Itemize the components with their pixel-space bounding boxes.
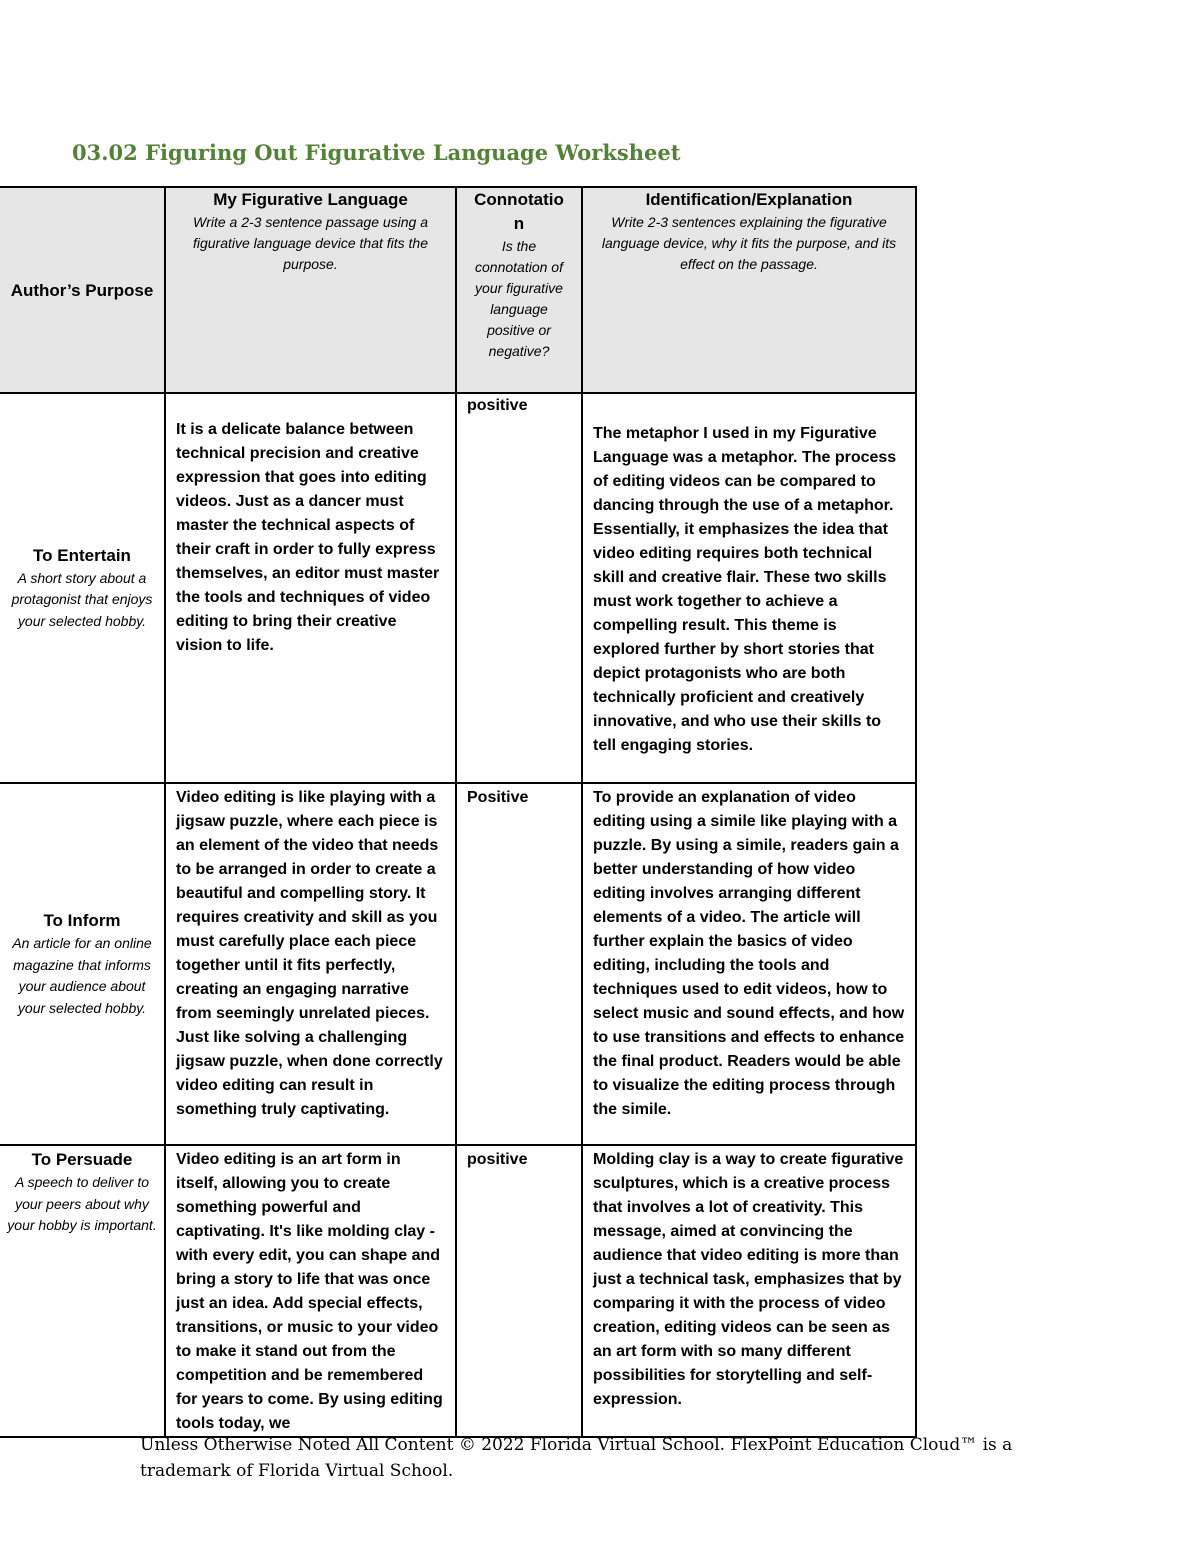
page-title: 03.02 Figuring Out Figurative Language Worksheet	[72, 140, 681, 165]
header-purpose-label: Author’s Purpose	[10, 280, 154, 300]
purpose-title: To Entertain	[33, 545, 131, 565]
header-purpose	[0, 187, 165, 393]
purpose-title: To Persuade	[31, 1150, 133, 1169]
figurative-response: Video editing is like playing with a jigsaw puzzle, where each piece is an element of the video that needs to be arranged in order to create a beautiful and compelling story. It requires creativity and skill as you must carefully place each piece together until it fits perfectly, creating an engaging narrative from seemingly unrelated pieces. Just like solving a challenging jigsaw puzzle, when done correctly video editing can result in something truly captivating.	[165, 783, 456, 1145]
header-figurative	[165, 187, 456, 393]
figurative-response: Video editing is an art form in itself, allowing you to create something powerful and captivating. It's like molding clay - with every edit, you can shape and bring a story to life that was once just an idea. Add special effects, transitions, or music to your video to make it stand out from the competition and be remembered for years to come. By using editing tools today, we	[165, 1145, 456, 1437]
connotation-response: positive	[456, 1145, 582, 1437]
connotation-response: Positive	[456, 783, 582, 1145]
connotation-response: positive	[456, 393, 582, 783]
header-identification-title: Identification/Explanation	[645, 190, 853, 209]
purpose-desc: An article for an online magazine that informs your audience about your selected hobby.	[12, 935, 152, 1016]
header-connotation	[456, 187, 582, 393]
worksheet-table	[0, 186, 917, 1438]
explanation-response: To provide an explanation of video editing using a simile like playing with a puzzle. By using a simile, readers gain a better understanding of how video editing involves arranging different elements of a video. The article will further explain the basics of video editing, including the tools and techniques used to edit videos, how to select music and sound effects, and how to use transitions and effects to enhance the final product. Readers would be able to visualize the editing process through the simile.	[582, 783, 916, 1145]
purpose-desc: A short story about a protagonist that enjoys your selected hobby.	[11, 569, 153, 629]
explanation-response: The metaphor I used in my Figurative Language was a metaphor. The process of editing videos can be compared to dancing through the use of a metaphor. Essentially, it emphasizes the idea that video editing requires both technical skill and creative flair. These two skills must work together to achieve a compelling result. This theme is explored further by short stories that depict protagonists who are both technically proficient and creatively innovative, and who use their skills to tell engaging stories.	[582, 393, 916, 783]
header-connotation-desc: Is the connotation of your figurative language positive or negative?	[475, 238, 563, 359]
header-figurative-title: My Figurative Language	[213, 190, 408, 209]
header-row	[0, 187, 916, 393]
header-figurative-desc: Write a 2-3 sentence passage using a figurative language device that fits the purpose.	[192, 214, 429, 272]
purpose-desc: A speech to deliver to your peers about why your hobby is important.	[7, 1174, 157, 1233]
purpose-cell	[0, 783, 165, 1145]
table-row	[0, 393, 916, 783]
purpose-title: To Inform	[43, 911, 121, 930]
purpose-cell	[0, 393, 165, 783]
explanation-response: Molding clay is a way to create figurative sculptures, which is a creative process that involves a lot of creativity. This message, aimed at convincing the audience that video editing is more than just a technical task, emphasizes that by comparing it with the process of video creation, editing videos can be seen as an art form with so many different possibilities for storytelling and self-expression.	[582, 1145, 916, 1437]
figurative-response: It is a delicate balance between technical precision and creative expression that goes into editing videos. Just as a dancer must master the technical aspects of their craft in order to fully express themselves, an editor must master the tools and techniques of video editing to bring their creative vision to life.	[165, 393, 456, 783]
header-identification	[582, 187, 916, 393]
copyright-footer: Unless Otherwise Noted All Content © 2022 Florida Virtual School. FlexPoint Education Cloud™ is a trademark of Florida Virtual School.	[140, 1435, 1013, 1481]
table-row	[0, 783, 916, 1145]
header-identification-desc: Write 2-3 sentences explaining the figurative language device, why it fits the purpose, and its effect on the passage.	[601, 214, 897, 272]
header-connotation-title: Connotatio n	[474, 190, 564, 233]
table-row	[0, 1145, 916, 1437]
purpose-cell	[0, 1145, 165, 1437]
